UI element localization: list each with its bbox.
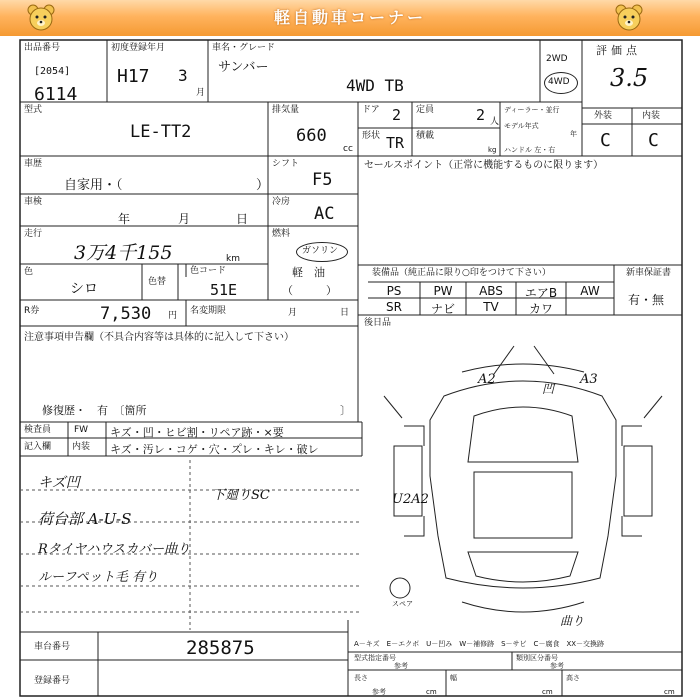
color-code-label: 色コード [190,266,227,276]
chassis-label: 車台番号 [34,642,71,652]
inspector-row1: キズ・凹・ヒビ割・リペア跡・×要 [110,426,284,439]
aircon-label: 冷房 [272,197,291,207]
equipment-label: 装備品（純正品に限り○印をつけて下さい） [372,268,551,278]
ref-label: 参考 [372,688,386,696]
mark-dent: 凹 [542,382,555,396]
handle-label: ハンドル 左・右 [504,146,556,154]
name-change-label: 名変期限 [190,306,227,316]
score-label: 評価点 [596,44,641,57]
width-label: 幅 [450,674,457,682]
capacity-unit: 人 [490,117,500,127]
body-type-value: TR [386,134,405,152]
recycle-unit: 円 [168,311,178,321]
note-line-1: キズ凹 [38,475,80,491]
equipment-item: PW [433,284,453,298]
inspection-label: 車検 [24,197,43,207]
length-unit: cm [426,688,437,696]
legend-text: A－キズ E－エクボ U－凹み W－補修跡 S－サビ C－腐食 XX－交換跡 [354,640,605,648]
model-label: 型式 [24,105,43,115]
lot-sub: [2054] [34,66,71,77]
class-no-label: 類別区分番号 [516,654,558,662]
displacement-value: 660 [296,126,327,146]
exterior-label: 外装 [594,111,613,121]
registration-label: 登録番号 [34,676,71,686]
mark-a3: A3 [580,372,598,387]
history-close: ） [256,178,270,193]
note-under: 下廻りSC [212,488,270,503]
notes-label: 注意事項申告欄（不具合内容等は具体的に記入して下さい） [24,332,294,343]
mileage-value: 3万4千155 [74,242,173,264]
header-title: 軽自動車コーナー [273,8,426,27]
first-reg-month: 3 [178,66,188,85]
color-value: シロ [70,281,98,297]
model-year-unit: 年 [570,130,577,138]
capacity-value: 2 [476,106,486,124]
inspector-row1-label: 検査員 [24,425,52,435]
lot-number: 6114 [34,84,78,105]
car-name-label: 車名・グレード [212,43,276,53]
drive-4wd: 4WD [548,77,570,87]
doors-label: ドア [362,105,380,115]
fuel-other: （ ） [282,284,337,297]
mileage-label: 走行 [24,229,43,239]
recycle-label: R券 [24,306,40,316]
equipment-item: ABS [479,284,503,298]
chassis-number: 285875 [186,637,255,659]
interior-label: 内装 [642,111,661,121]
inspector-interior: 内装 [72,442,91,452]
class-no-ref: 参考 [550,662,564,670]
mark-u2a2: U2A2 [392,492,429,507]
mark-bent: 曲り [560,614,585,628]
inspection-year: 年 [118,212,131,226]
history-value: 自家用・（ [64,178,123,193]
repair-close: 〕 [340,404,351,417]
note-line-2: 荷台部 A-U-S [38,510,132,528]
aircon-value: AC [314,204,335,224]
load-label: 積載 [416,131,435,141]
equipment-item: AW [580,284,600,298]
equipment-item: ナビ [430,302,455,316]
lot-label: 出品番号 [24,43,61,53]
color-change-label: 色替 [148,277,167,287]
capacity-label: 定員 [416,105,435,115]
fuel-label: 燃料 [272,229,291,239]
sales-point-label: セールスポイント（正常に機能するものに限ります） [364,160,604,171]
name-change-day: 日 [340,308,350,318]
type-cert-label: 型式指定番号 [354,654,396,662]
length-label: 長さ [354,674,368,682]
equipment-item: SR [386,300,402,314]
load-unit: kg [488,146,497,154]
inspector-row2: キズ・汚レ・コゲ・穴・ス゚レ・キレ・破レ [110,443,319,456]
exterior-grade: C [600,130,611,151]
drive-2wd: 2WD [546,54,568,64]
history-label: 車歴 [24,159,43,169]
name-change-month: 月 [288,308,298,318]
color-label: 色 [24,267,34,277]
height-label: 高さ [566,674,580,682]
inspection-day: 日 [236,212,249,226]
equipment-item: TV [483,300,499,314]
equipment-item: PS [386,284,402,298]
equipment-item: エアB [524,286,558,300]
fuel-diesel: 軽 油 [292,266,325,279]
displacement-label: 排気量 [272,105,300,115]
first-reg-label: 初度登録年月 [111,43,166,53]
recycle-value: 7,530 [100,304,152,324]
equipment-item: カワ [528,302,553,316]
type-cert-ref: 参考 [394,662,408,670]
mark-spare: スペア [392,600,413,608]
height-unit: cm [664,688,675,696]
note-line-3: Rタイヤハウスカバー曲り [38,542,191,557]
displacement-unit: cc [343,144,353,154]
width-unit: cm [542,688,553,696]
dealer-label: ディーラー・並行 [504,106,560,114]
first-reg-year: H17 [117,66,150,87]
rear-seat-label: 後日品 [364,318,392,328]
car-damage-diagram [364,326,682,632]
note-line-4: ルーフペット毛 有り [38,570,158,585]
shift-label: シフト [272,159,300,169]
repair-history: 修復歴・ 有 〔箇所 [42,404,147,417]
interior-grade: C [648,130,659,151]
fuel-gasoline: ガソリン [302,246,339,256]
model-year-label: モデル年式 [504,122,539,130]
month-unit: 月 [196,88,206,98]
warranty-label: 新車保証書 [626,268,672,278]
inspector-row2-label: 記入欄 [24,442,52,452]
mileage-unit: km [226,254,240,264]
body-type-label: 形状 [362,131,381,141]
inspector-fw: FW [74,425,89,435]
color-code: 51E [210,281,238,299]
score-value: 3.5 [610,64,649,92]
inspection-month: 月 [178,212,191,226]
shift-value: F5 [312,170,333,190]
car-name: サンバー [218,60,269,75]
doors-value: 2 [392,106,402,124]
warranty-value: 有・無 [628,293,665,307]
car-grade: 4WD TB [346,76,404,95]
model-value: LE-TT2 [130,122,192,142]
mark-a2: A2 [478,372,496,387]
